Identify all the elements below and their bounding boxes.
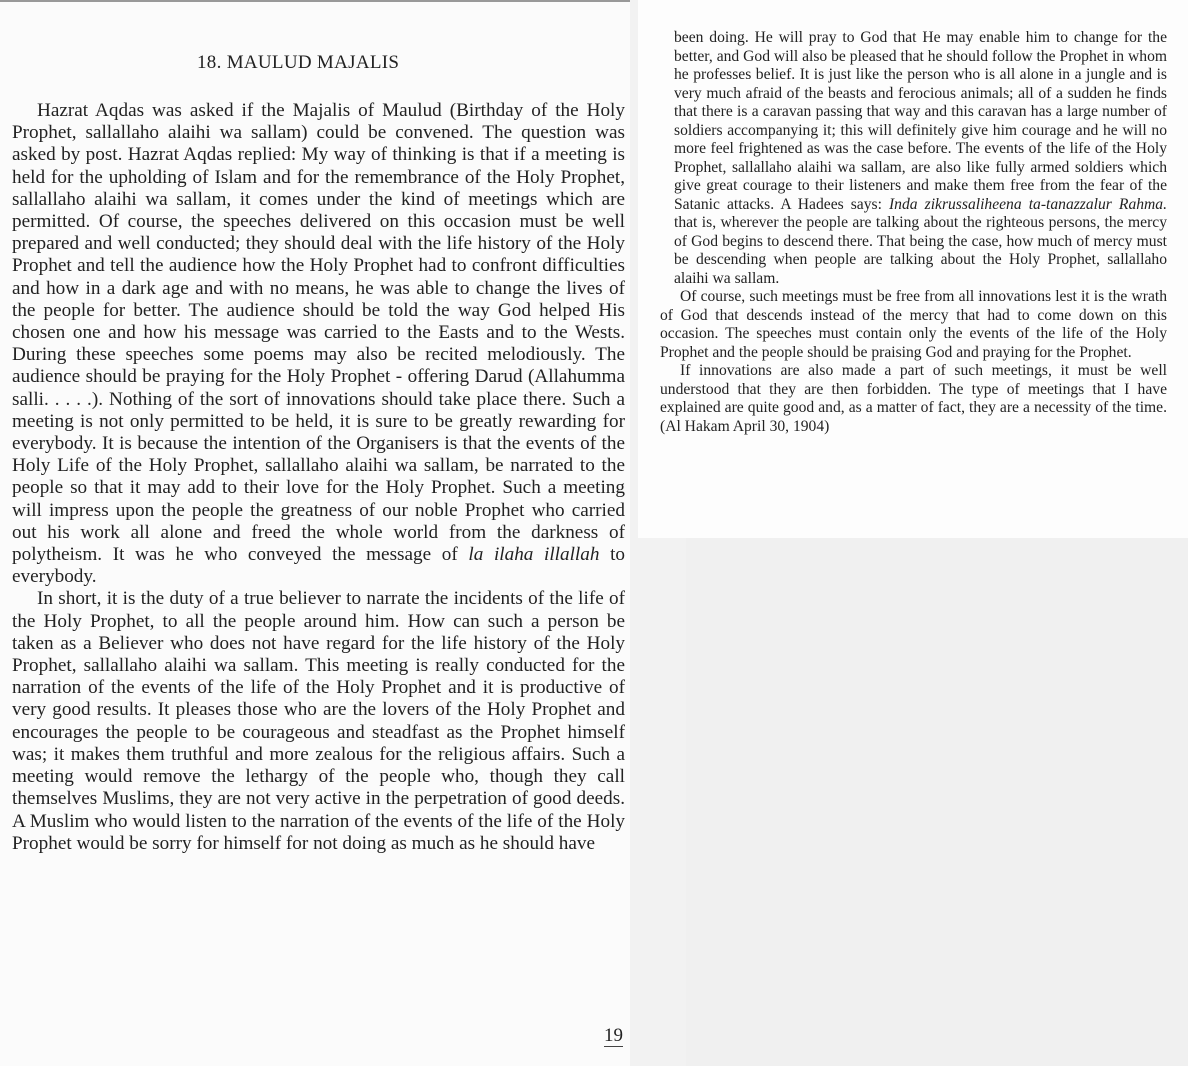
italic-hadees: Inda zikrussaliheena ta-tanazzalur Rahma. xyxy=(888,195,1167,213)
right-paragraph-1-start: been doing. He will pray to God that He may enable him to change for the better, and God will also be pleased that he should follow the Prophet in whom he professes belief. It is just like the person who is all alone in a jungle and is very much afraid of the beasts and ferocious animals; all of a sudden he finds that there is a caravan passing that way and this caravan has a large number of soldiers accompanying it; this will definitely give him courage and he will no more feel frightened as was the case before. The events of the life of the Holy Prophet, sallallaho alaihi wa sallam, are also like fully armed soldiers which give great courage to their listeners and make them free from the fear of the Satanic attacks. A Hadees says: xyxy=(674,29,1167,213)
right-paragraph-2: Of course, such meetings must be free from all innovations lest it is the wrath of God that descends instead of the mercy that had to come down on this occasion. The speeches must contain only the events of the life of the Holy Prophet and the people should be praising God and praying for the Prophet. xyxy=(660,288,1167,361)
right-paragraph-3: If innovations are also made a part of such meetings, it must be well understood that they are then forbidden. The type of meetings that I have explained are quite good and, as a matter of fact, they are a necessity of the time. (Al Hakam April 30, 1904) xyxy=(660,362,1167,435)
paragraph-2: In short, it is the duty of a true believer to narrate the incidents of the life of the Holy Prophet, to all the people around him. How can such a person be taken as a Believer who does not have regard for the life history of the Holy Prophet, sallallaho alaihi wa sallam. This meeting is really conducted for the narration of the events of the life of the Holy Prophet and it is productive of very good results. It pleases those who are the lovers of the Holy Prophet and encourages the people to be courageous and steadfast as the Prophet himself was; it makes them truthful and more zealous for the religious affairs. Such a meeting would remove the lethargy of the people who, though they call themselves Muslims, they are not very active in the perpetration of good deeds. A Muslim who would listen to the narration of the events of the life of the Holy Prophet would be sorry for himself for not doing as much as he should have xyxy=(12,588,625,854)
section-heading: 18. MAULUD MAJALIS xyxy=(197,52,400,73)
right-paragraph-1 xyxy=(660,29,1167,288)
right-paragraph-1-end: that is, wherever the people are talking about the righteous persons, the mercy of God begins to descend there. That being the case, how much of mercy must be descending when people are talking about the Holy Prophet, sallallaho alaihi wa sallam. xyxy=(674,214,1167,287)
paragraph-1 xyxy=(12,100,625,588)
paragraph-1-tail: to everybody. xyxy=(12,544,626,588)
page-number: 19 xyxy=(604,1025,623,1046)
blank-area xyxy=(686,538,1188,1066)
italic-phrase: la ilaha illallah xyxy=(468,544,600,566)
paragraph-1-text: Hazrat Aqdas was asked if the Majalis of Maulud (Birthday of the Holy Prophet, sallallaho alaihi wa sallam) could be convened. The question was asked by post. Hazrat Aqdas replied: My way of thinking is that if a meeting is held for the upholding of Islam and for the remembrance of the Holy Prophet, sallallaho alaihi wa sallam, it comes under the kind of meetings which are permitted. Of course, the speeches delivered on this occasion must be well prepared and well conducted; they should deal with the life history of the Holy Prophet and tell the audience how the Holy Prophet had to confront difficulties and how in a dark age and with no means, he was able to change the lives of the people for better. The audience should be told the way God helped His chosen one and how his message was carried to the Easts and to the Wests. During these speeches some poems may also be recited melodiously. The audience should be praying for the Holy Prophet - offering Darud (Allahumma salli. . . . .). Nothing of the sort of innovations should take place there. Such a meeting is not only permitted to be held, it is sure to be greatly rewarding for everybody. It is because the intention of the Organisers is that the events of the Holy Life of the Holy Prophet, sallallaho alaihi wa sallam, be narrated to the people so that it may add to their love for the Holy Prophet. Such a meeting will impress upon the people the greatness of our noble Prophet who carried out his work all alone and freed the whole world from the darkness of polytheism. It was he who conveyed the message of xyxy=(12,100,625,566)
right-page-body xyxy=(660,29,1167,436)
left-page-body xyxy=(12,100,625,855)
